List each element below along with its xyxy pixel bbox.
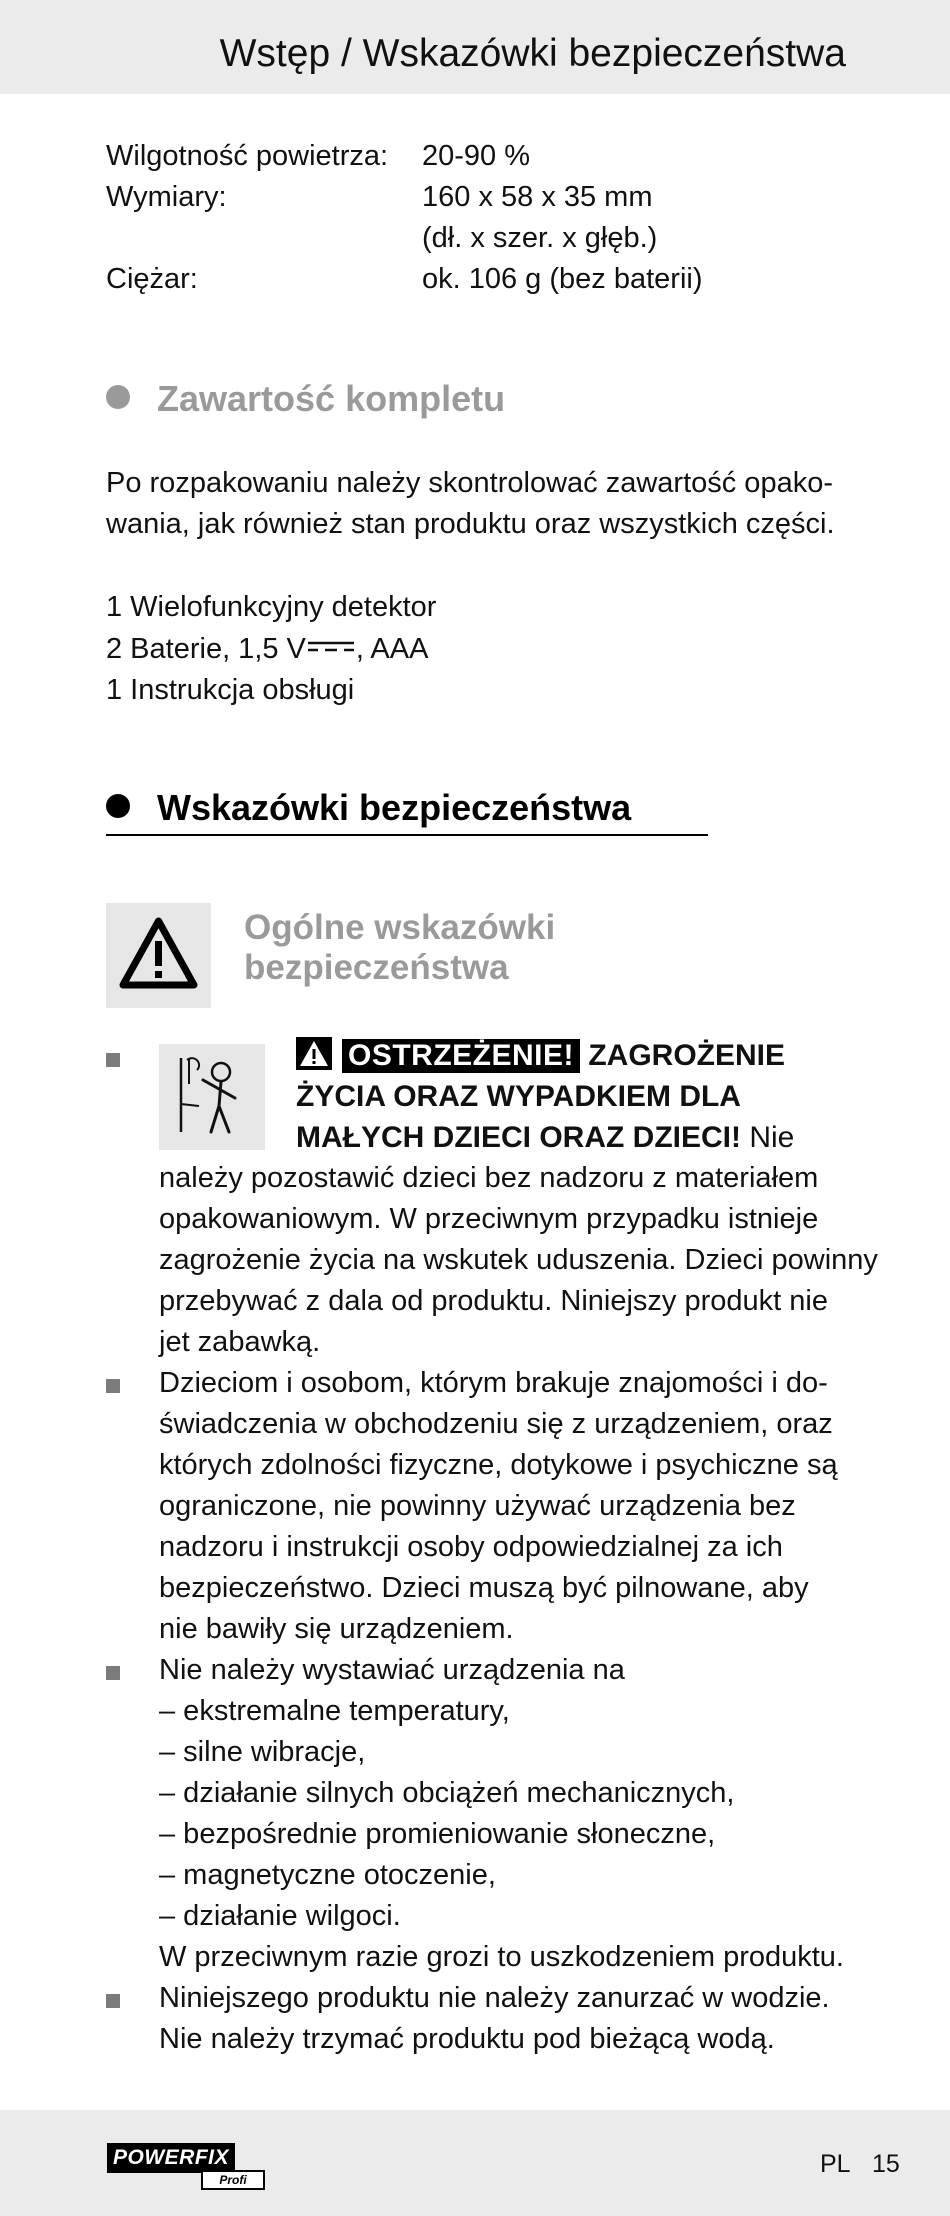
bullet-item-exposure xyxy=(159,1650,849,1978)
safety-heading xyxy=(106,786,631,830)
list-item: 1 Wielofunkcyjny detektor xyxy=(106,591,437,623)
page-number: 15 xyxy=(872,2150,900,2178)
child-warning-box xyxy=(159,1044,265,1150)
subheading-line: bezpieczeństwa xyxy=(244,948,509,987)
spec-value: (dł. x szer. x głęb.) xyxy=(422,222,658,254)
dc-symbol-icon xyxy=(306,628,356,650)
bullet-item-children xyxy=(159,1363,849,1650)
spec-label: Ciężar: xyxy=(106,263,198,295)
warning-line xyxy=(296,1035,856,1076)
warning-body-start: Nie xyxy=(740,1121,795,1154)
bullet-dot-icon xyxy=(106,794,130,818)
language-code: PL xyxy=(820,2150,851,2178)
warning-headline xyxy=(296,1035,856,1158)
spec-value: 160 x 58 x 35 mm xyxy=(422,181,653,213)
warning-line xyxy=(296,1117,856,1158)
bullet-dot-icon xyxy=(106,385,130,409)
text-line: – działanie silnych obciążeń mechanicznych, xyxy=(159,1777,735,1809)
battery-text: 2 Baterie, 1,5 V xyxy=(106,633,306,665)
page-title: Wstęp / Wskazówki bezpieczeństwa xyxy=(219,32,846,75)
subheading-line: Ogólne wskazówki xyxy=(244,908,556,947)
warning-badge-icon xyxy=(296,1037,332,1070)
text-line: bezpieczeństwo. Dzieci muszą być pilnowane, aby xyxy=(159,1572,809,1604)
text-line: nadzoru i instrukcji osoby odpowiedzialnej za ich xyxy=(159,1531,783,1563)
header-band xyxy=(0,0,950,94)
text-line: przebywać z dala od produktu. Niniejszy produkt nie xyxy=(159,1285,828,1317)
contents-intro xyxy=(106,463,846,545)
battery-type-text: , AAA xyxy=(355,633,429,665)
safety-heading-text: Wskazówki bezpieczeństwa xyxy=(157,787,632,828)
text-line: – działanie wilgoci. xyxy=(159,1900,401,1932)
text-line: – silne wibracje, xyxy=(159,1736,366,1768)
warning-sign-box xyxy=(106,903,211,1008)
list-item: 1 Instrukcja obsługi xyxy=(106,674,355,706)
spec-label: Wymiary: xyxy=(106,181,227,213)
text-line: Nie należy wystawiać urządzenia na xyxy=(159,1654,625,1686)
warning-line: ŻYCIA ORAZ WYPADKIEM DLA xyxy=(296,1080,741,1113)
text-line: – bezpośrednie promieniowanie słoneczne, xyxy=(159,1818,716,1850)
text-line: Po rozpakowaniu należy skontrolować zawartość opako- xyxy=(106,467,833,499)
heading-underline xyxy=(106,834,708,836)
logo-main-text: POWERFIX xyxy=(107,2143,235,2173)
contents-heading xyxy=(106,377,505,421)
square-bullet-icon xyxy=(106,1379,120,1393)
spec-label: Wilgotność powietrza: xyxy=(106,140,389,172)
text-line: Dzieciom i osobom, którym brakuje znajomości i do- xyxy=(159,1367,828,1399)
text-line: – ekstremalne temperatury, xyxy=(159,1695,510,1727)
spec-value: 20-90 % xyxy=(422,140,531,172)
warning-label: OSTRZEŻENIE! xyxy=(342,1039,580,1073)
list-item xyxy=(106,628,846,670)
text-line: jet zabawką. xyxy=(159,1326,321,1358)
warning-body xyxy=(159,1158,878,1363)
square-bullet-icon xyxy=(106,1994,120,2008)
text-line: należy pozostawić dzieci bez nadzoru z materiałem xyxy=(159,1162,819,1194)
text-line: świadczenia w obchodzeniu się z urządzeniem, oraz xyxy=(159,1408,833,1440)
spec-value: ok. 106 g (bez baterii) xyxy=(422,263,703,295)
text-line: zagrożenie życia na wskutek uduszenia. Dzieci powinny xyxy=(159,1244,878,1276)
text-line: opakowaniowym. W przeciwnym przypadku istnieje xyxy=(159,1203,819,1235)
bullet-item-water xyxy=(159,1978,849,2060)
text-line: których zdolności fizyczne, dotykowe i psychiczne są xyxy=(159,1449,838,1481)
text-line: ograniczone, nie powinny używać urządzenia bez xyxy=(159,1490,796,1522)
warning-head-text: ZAGROŻENIE xyxy=(588,1039,786,1072)
brand-logo xyxy=(107,2143,263,2187)
text-line: Niniejszego produktu nie należy zanurzać w wodzie. xyxy=(159,1982,830,2014)
text-line: Nie należy trzymać produktu pod bieżącą wodą. xyxy=(159,2023,775,2055)
child-danger-icon xyxy=(159,1044,265,1150)
text-line: W przeciwnym razie grozi to uszkodzeniem produktu. xyxy=(159,1941,844,1973)
square-bullet-icon xyxy=(106,1053,120,1067)
general-safety-subheading xyxy=(244,908,555,988)
contents-list xyxy=(106,587,846,711)
text-line: wania, jak również stan produktu oraz wszystkich części. xyxy=(106,508,835,540)
warning-triangle-icon xyxy=(106,903,211,1008)
text-line: – magnetyczne otoczenie, xyxy=(159,1859,496,1891)
square-bullet-icon xyxy=(106,1666,120,1680)
warning-head-text: MAŁYCH DZIECI ORAZ DZIECI! xyxy=(296,1121,741,1154)
text-line: nie bawiły się urządzeniem. xyxy=(159,1613,514,1645)
logo-sub-text: Profi xyxy=(201,2170,265,2190)
contents-heading-text: Zawartość kompletu xyxy=(157,378,506,419)
